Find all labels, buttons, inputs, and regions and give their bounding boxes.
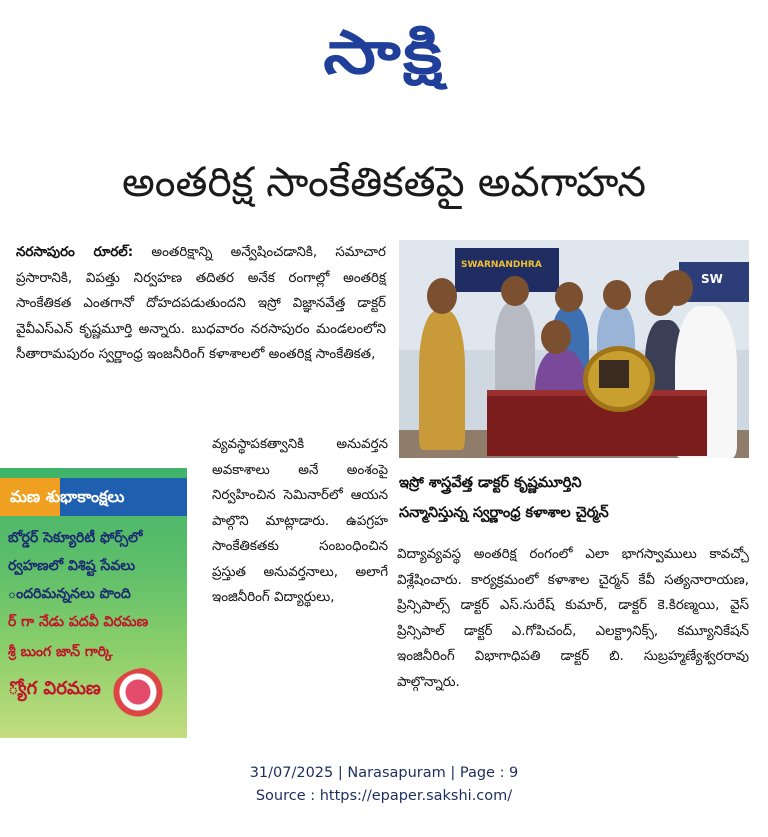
ad-line-5: ర్ గా నేడు పదవీ విరమణ <box>8 614 149 630</box>
photo-caption <box>399 468 751 528</box>
person-seated-woman-head <box>541 320 571 354</box>
ad-header <box>0 478 187 516</box>
article-text-2: వ్యవస్థాపకత్వానికి అనువర్తన అవకాశాలు అనే అంశంపై నిర్వహించిన సెమినార్‌లో ఆయన పాల్గొని మాట్లాడారు. ఉపగ్రహ సాంకేతికతకు సంబంధించిన ప్రస్తుత అనువర్తనాలు, అలాగే ఇంజినీరింగ్ విద్యార్థులు, <box>212 437 388 605</box>
article-column-3 <box>397 542 749 695</box>
person-back-3-head <box>603 280 631 310</box>
article-text-1: అంతరిక్షాన్ని అన్వేషించడానికి, సమాచార ప్రసారానికి, విపత్తు నిర్వహణ తదితర అనేక రంగాల్లో అంతరిక్ష సాంకేతికత ఎంతగానో దోహదపడుతుందని ఇస్రో విజ్ఞానవేత్త డాక్టర్ వైవీఎస్ఎన్ కృష్ణమూర్తి అన్నారు. బుధవారం నరసాపురం మండలంలోని సీతారామపురం స్వర్ణాంధ్ర ఇంజనీరింగ్ కళాశాలలో అంతరిక్ష సాంకేతికత, <box>16 245 386 362</box>
photo-caption-line-2: సన్మానిస్తున్న స్వర్ణాంధ్ర కళాశాల చైర్మన్ <box>399 505 609 521</box>
ad-line-6: శ్రీ బుంగ జాన్ గార్కి <box>8 644 113 660</box>
newspaper-logo: సాక్షి <box>323 18 445 88</box>
memento-portrait <box>599 360 629 388</box>
ad-line-4: ందరిమన్ననలు పొంది <box>8 586 131 602</box>
person-back-2-head <box>555 282 583 312</box>
article-headline: అంతరిక్ష సాంకేతికతపై అవగాహన <box>121 158 647 206</box>
person-right-head <box>661 270 693 306</box>
photo-caption-line-1: ఇస్రో శాస్త్రవేత్త డాక్టర్ కృష్ణమూర్తిని <box>399 475 582 491</box>
footer-source-link[interactable]: Source : https://epaper.sakshi.com/ <box>255 788 513 804</box>
article-column-1 <box>16 240 386 368</box>
photo-banner-text: SWARNANDHRA <box>461 260 542 270</box>
flower-bouquet-icon <box>110 668 180 728</box>
advertisement <box>0 468 187 738</box>
photo-banner-right-text: SW <box>701 272 723 286</box>
page-footer <box>0 762 768 808</box>
person-back-1-head <box>501 276 529 306</box>
footer-edition-info: 31/07/2025 | Narasapuram | Page : 9 <box>249 765 519 781</box>
person-back-1 <box>495 302 535 402</box>
ad-line-7: ్యోగ విరమణ <box>8 678 101 699</box>
person-left <box>419 310 465 450</box>
article-photo <box>399 240 749 458</box>
article-dateline: నరసాపురం రూరల్: <box>16 245 134 260</box>
ad-line-1: మణ శుభాకాంక్షలు <box>10 487 125 506</box>
person-left-head <box>427 278 457 314</box>
ad-line-2: బోర్డర్ సెక్యూరిటీ ఫోర్స్‌లో <box>8 530 143 546</box>
article-column-2 <box>212 432 388 611</box>
ad-line-3: ర్వహణలో విశిష్ట సేవలు <box>8 558 136 574</box>
article-text-3: విద్యావ్యవస్థ అంతరిక్ష రంగంలో ఎలా భాగస్వాములు కావచ్చో విశ్లేషించారు. కార్యక్రమంలో కళాశాల చైర్మన్ కేవీ సత్యనారాయణ, ప్రిన్సిపాల్స్ డాక్టర్ ఎస్.సురేష్ కుమార్, డాక్టర్ కె.కిరణ్మయి, వైస్ ప్రిన్సిపాల్ డాక్టర్ ఎ.గోపిచంద్, ఎలక్ట్రానిక్స్, కమ్యూనికేషన్ ఇంజినీరింగ్ విభాగాధిపతి డాక్టర్ బి. సుబ్రహ్మణ్యేశ్వరరావు పాల్గొన్నారు. <box>397 547 749 690</box>
